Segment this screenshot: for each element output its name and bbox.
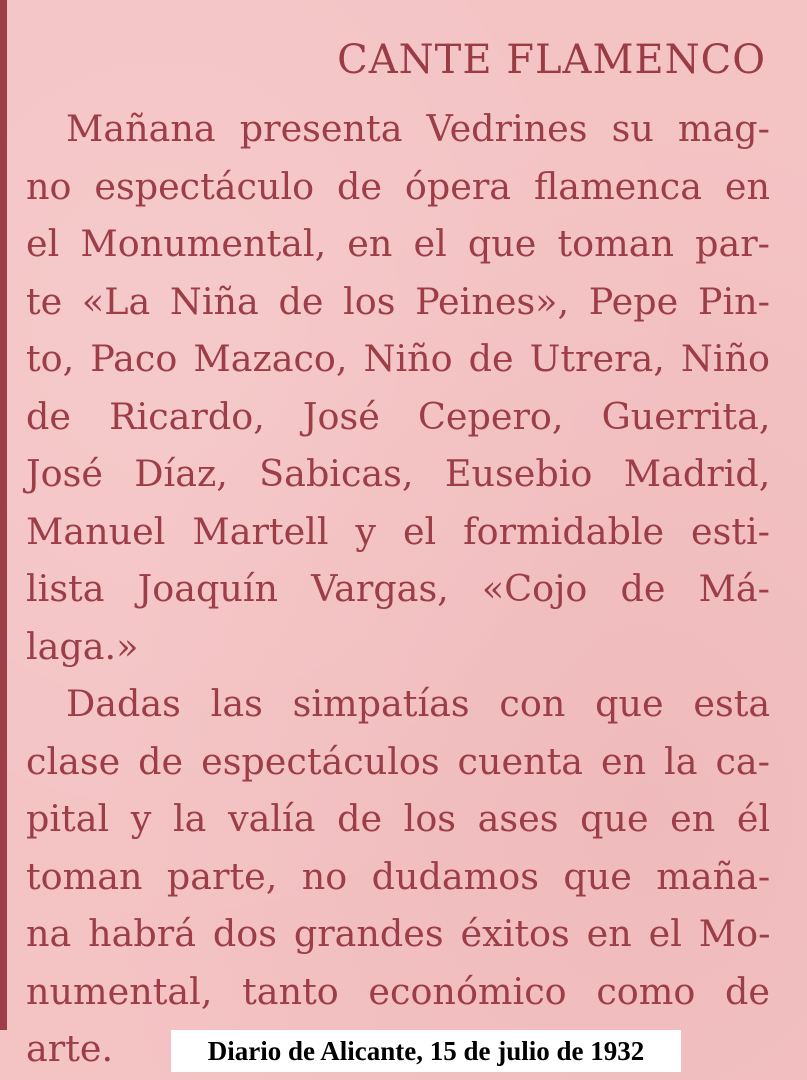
text-line: Dadas las simpatías con que esta (66, 682, 771, 725)
column-rule (0, 0, 7, 1030)
text-line: de Ricardo, José Cepero, Guerrita, (26, 394, 771, 438)
text-line: arte. (26, 1027, 114, 1070)
text-line: te «La Niña de los Peines», Pepe Pin- (26, 279, 770, 323)
article-headline: CANTE FLAMENCO (337, 37, 766, 83)
text-line: numental, tanto económico como de (26, 969, 770, 1013)
newspaper-clipping (26, 20, 770, 1078)
article-paragraph-2 (26, 675, 770, 1078)
text-line: to, Paco Mazaco, Niño de Utrera, Niño (26, 337, 770, 380)
article-paragraph-1 (26, 100, 770, 675)
text-line: José Díaz, Sabicas, Eusebio Madrid, (26, 452, 771, 495)
source-caption: Diario de Alicante, 15 de julio de 1932 (171, 1030, 681, 1072)
text-line: pital y la valía de los ases que en él (26, 797, 771, 840)
text-line: no espectáculo de ópera flamenca en (26, 164, 770, 208)
text-line: el Monumental, en el que toman par- (26, 222, 770, 265)
text-line: Manuel Martell y el formidable esti- (26, 509, 770, 553)
text-line: laga.» (26, 624, 139, 668)
text-line: na habrá dos grandes éxitos en el Mo- (26, 912, 771, 955)
text-line: Mañana presenta Vedrines su mag- (66, 107, 771, 150)
text-line: toman parte, no dudamos que maña- (26, 854, 771, 898)
text-line: lista Joaquín Vargas, «Cojo de Má- (26, 567, 770, 610)
text-line: clase de espectáculos cuenta en la ca- (26, 739, 770, 783)
